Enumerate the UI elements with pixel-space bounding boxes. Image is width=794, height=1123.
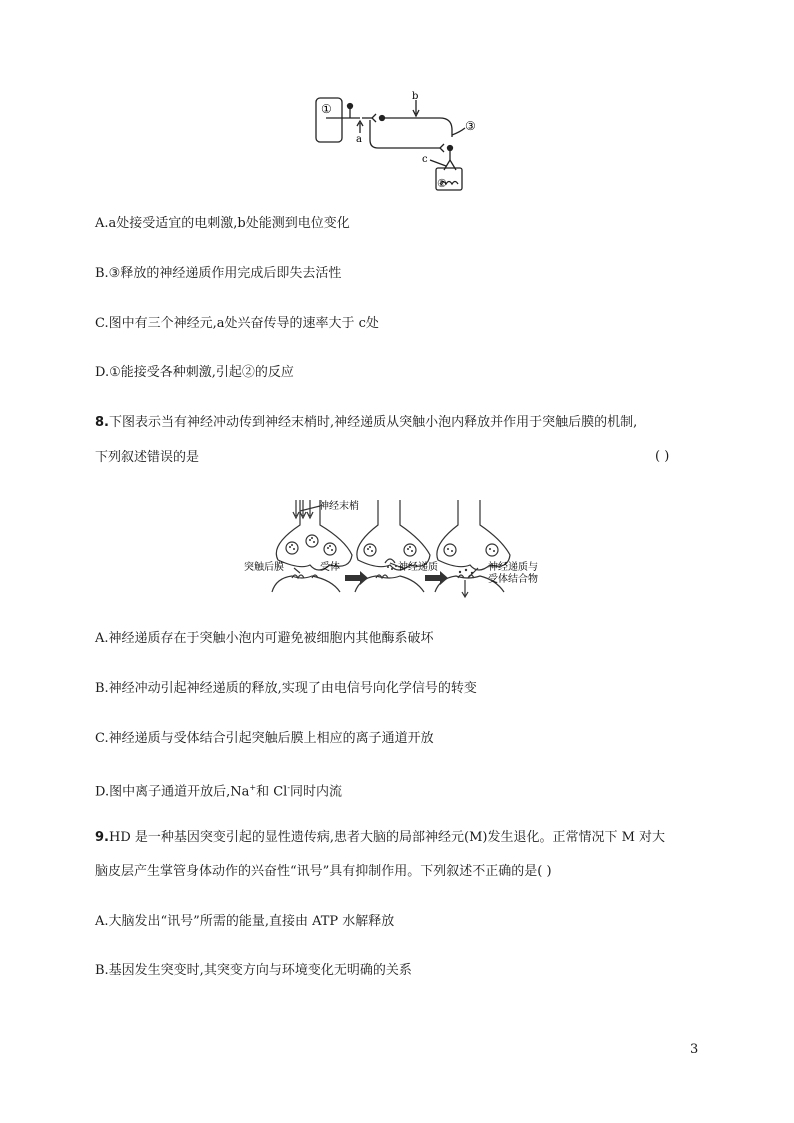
fig1-label-2: ② [437, 177, 447, 190]
q7-option-d: D.①能接受各种刺激,引起②的反应 [95, 365, 294, 380]
fig1-label-b: b [412, 91, 419, 102]
fig1-label-1: ① [321, 102, 332, 116]
q9-number: 9. [95, 830, 109, 845]
label-neurotransmitter: 神经递质 [398, 562, 438, 573]
q9-stem-line1: 9.HD 是一种基因突变引起的显性遗传病,患者大脑的局部神经元(M)发生退化。正常情况下 M 对大 [95, 830, 666, 845]
page-number: 3 [690, 1042, 699, 1057]
q7-option-b: B.③释放的神经递质作用完成后即失去活性 [95, 266, 342, 281]
label-nerve-terminal: 神经末梢 [319, 501, 359, 512]
q7-option-a: A.a处接受适宜的电刺激,b处能测到电位变化 [95, 216, 350, 231]
label-receptor: 受体 [320, 562, 340, 573]
q8-stem-line1: 8.下图表示当有神经冲动传到神经末梢时,神经递质从突触小泡内释放并作用于突触后膜的机制, [95, 415, 638, 430]
q8-answer-paren: ( ) [655, 449, 670, 464]
label-postsynaptic-membrane: 突触后膜 [244, 562, 284, 573]
fig1-label-c: c [422, 154, 428, 165]
q9-option-a: A.大脑发出“讯号”所需的能量,直接由 ATP 水解释放 [95, 914, 395, 929]
q9-option-b: B.基因发生突变时,其突变方向与环境变化无明确的关系 [95, 963, 412, 978]
fig1-label-a: a [356, 134, 362, 145]
q8-number: 8. [95, 415, 109, 430]
q8-option-b: B.神经冲动引起神经递质的释放,实现了由电信号向化学信号的转变 [95, 681, 477, 696]
label-bound-complex-2: 受体结合物 [488, 574, 538, 585]
q7-option-c: C.图中有三个神经元,a处兴奋传导的速率大于 c处 [95, 316, 379, 331]
label-bound-complex-1: 神经递质与 [488, 562, 538, 573]
q8-stem-line2: 下列叙述错误的是 [95, 450, 200, 465]
q9-stem-line2: 脑皮层产生掌管身体动作的兴奋性“讯号”具有抑制作用。下列叙述不正确的是( ) [95, 864, 552, 879]
fig1-label-3: ③ [465, 119, 476, 133]
q8-option-a: A.神经递质存在于突触小泡内可避免被细胞内其他酶系破坏 [95, 631, 434, 646]
q8-option-c: C.神经递质与受体结合引起突触后膜上相应的离子通道开放 [95, 731, 434, 746]
q8-option-d: D.图中离子通道开放后,Na+和 Cl-同时内流 [95, 783, 343, 800]
